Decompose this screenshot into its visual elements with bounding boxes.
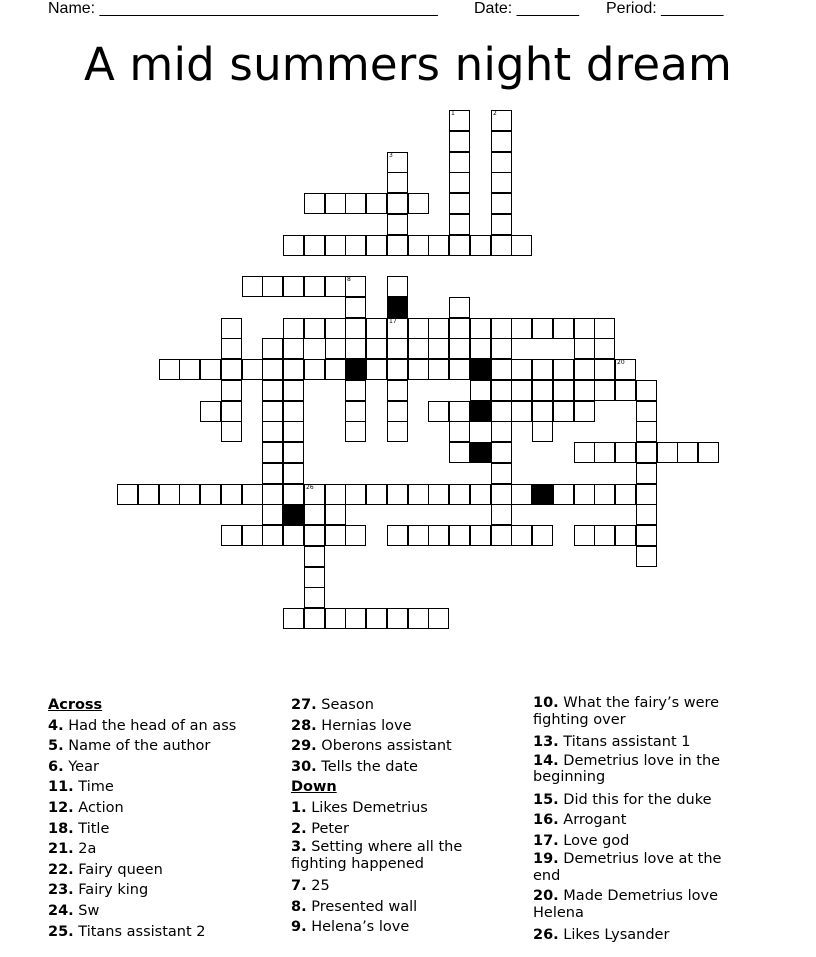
across-clue: 4. Had the head of an ass: [48, 717, 237, 734]
crossword-cell[interactable]: [283, 276, 304, 297]
crossword-cell[interactable]: [345, 484, 366, 505]
across-clue: 30. Tells the date: [291, 758, 418, 775]
across-clue: 28. Hernias love: [291, 717, 412, 734]
crossword-cell[interactable]: [428, 525, 449, 546]
crossword-cell[interactable]: [449, 297, 470, 318]
crossword-cell[interactable]: [387, 193, 408, 214]
crossword-cell[interactable]: [408, 525, 429, 546]
crossword-cell[interactable]: [698, 442, 719, 463]
crossword-cell[interactable]: [242, 484, 263, 505]
crossword-cell[interactable]: [449, 359, 470, 380]
crossword-cell[interactable]: [615, 484, 636, 505]
crossword-cell[interactable]: [200, 401, 221, 422]
crossword-cell[interactable]: [470, 525, 491, 546]
crossword-cell[interactable]: [532, 359, 553, 380]
crossword-cell[interactable]: [615, 380, 636, 401]
across-clue: 11. Time: [48, 779, 114, 796]
crossword-cell[interactable]: [283, 380, 304, 401]
crossword-cell[interactable]: [262, 484, 283, 505]
crossword-cell[interactable]: [387, 318, 408, 339]
crossword-cell[interactable]: [387, 235, 408, 256]
crossword-cell[interactable]: [449, 525, 470, 546]
crossword-cell[interactable]: [615, 359, 636, 380]
crossword-cell[interactable]: [511, 318, 532, 339]
crossword-cell[interactable]: [325, 504, 346, 525]
crossword-cell[interactable]: [449, 318, 470, 339]
crossword-cell[interactable]: [449, 235, 470, 256]
down-clue: 19. Demetrius love at the end: [533, 851, 722, 884]
across-clue: 27. Season: [291, 697, 374, 713]
crossword-cell[interactable]: [325, 484, 346, 505]
crossword-cell[interactable]: [449, 338, 470, 359]
clue-number: 2: [493, 110, 497, 117]
crossword-cell[interactable]: [304, 525, 325, 546]
name-field-label[interactable]: Name: ______________________________________: [48, 0, 438, 17]
crossword-cell[interactable]: [511, 525, 532, 546]
crossword-cell[interactable]: [283, 401, 304, 422]
crossword-cell[interactable]: [283, 338, 304, 359]
crossword-cell[interactable]: [387, 421, 408, 442]
crossword-cell[interactable]: [491, 172, 512, 193]
crossword-cell[interactable]: [345, 193, 366, 214]
crossword-cell[interactable]: [345, 276, 366, 297]
down-clue: 3. Setting where all the fighting happened: [291, 839, 463, 872]
crossword-cell[interactable]: [449, 172, 470, 193]
crossword-cell[interactable]: [262, 504, 283, 525]
crossword-cell[interactable]: [449, 401, 470, 422]
crossword-cell[interactable]: [470, 380, 491, 401]
across-clue: 25. Titans assistant 2: [48, 923, 206, 940]
crossword-cell[interactable]: [366, 484, 387, 505]
crossword-cell[interactable]: [428, 235, 449, 256]
crossword-cell[interactable]: [262, 442, 283, 463]
crossword-cell[interactable]: [491, 484, 512, 505]
crossword-cell[interactable]: [408, 608, 429, 629]
crossword-cell[interactable]: [345, 338, 366, 359]
crossword-cell[interactable]: [387, 525, 408, 546]
crossword-cell[interactable]: [304, 546, 325, 567]
crossword-cell[interactable]: [408, 359, 429, 380]
crossword-cell[interactable]: [428, 484, 449, 505]
crossword-cell[interactable]: [574, 359, 595, 380]
crossword-cell[interactable]: [387, 172, 408, 193]
puzzle-title: A mid summers night dream: [83, 38, 733, 91]
crossword-black-square: [345, 359, 366, 380]
crossword-cell[interactable]: [491, 131, 512, 152]
crossword-cell[interactable]: [221, 401, 242, 422]
crossword-cell[interactable]: [345, 380, 366, 401]
down-heading: Down: [291, 779, 337, 796]
crossword-cell[interactable]: [553, 359, 574, 380]
crossword-cell[interactable]: [594, 359, 615, 380]
crossword-cell[interactable]: [262, 359, 283, 380]
crossword-cell[interactable]: [159, 484, 180, 505]
crossword-cell[interactable]: [511, 380, 532, 401]
across-heading: Across: [48, 697, 103, 713]
crossword-cell[interactable]: [325, 338, 346, 359]
crossword-cell[interactable]: [553, 318, 574, 339]
down-clue: 9. Helena’s love: [291, 919, 410, 936]
crossword-cell[interactable]: [179, 359, 200, 380]
crossword-cell[interactable]: [283, 318, 304, 339]
crossword-cell[interactable]: [283, 608, 304, 629]
across-clue: 21. 2a: [48, 841, 97, 858]
crossword-cell[interactable]: [325, 608, 346, 629]
down-clue: 17. Love god: [533, 832, 630, 849]
crossword-cell[interactable]: [200, 484, 221, 505]
crossword-cell[interactable]: [283, 525, 304, 546]
across-clue: 23. Fairy king: [48, 882, 149, 899]
crossword-cell[interactable]: [532, 318, 553, 339]
crossword-cell[interactable]: [594, 442, 615, 463]
down-clue: 13. Titans assistant 1: [533, 734, 691, 750]
crossword-cell[interactable]: [574, 484, 595, 505]
crossword-cell[interactable]: [366, 338, 387, 359]
crossword-cell[interactable]: [325, 318, 346, 339]
across-clue: 6. Year: [48, 758, 99, 775]
crossword-cell[interactable]: [387, 276, 408, 297]
crossword-cell[interactable]: [636, 421, 657, 442]
down-clue: 8. Presented wall: [291, 898, 418, 915]
crossword-cell[interactable]: [138, 484, 159, 505]
crossword-cell[interactable]: [345, 421, 366, 442]
crossword-cell[interactable]: [449, 214, 470, 235]
across-clue: 12. Action: [48, 799, 124, 816]
crossword-cell[interactable]: [387, 338, 408, 359]
crossword-cell[interactable]: [594, 380, 615, 401]
crossword-cell[interactable]: [615, 442, 636, 463]
crossword-cell[interactable]: [304, 359, 325, 380]
crossword-cell[interactable]: [387, 380, 408, 401]
crossword-cell[interactable]: [491, 318, 512, 339]
down-clue: 10. What the fairy’s were fighting over: [533, 695, 720, 728]
crossword-cell[interactable]: [615, 525, 636, 546]
crossword-cell[interactable]: [366, 318, 387, 339]
crossword-black-square: [470, 401, 491, 422]
crossword-black-square: [470, 442, 491, 463]
crossword-cell[interactable]: [511, 401, 532, 422]
crossword-cell[interactable]: [200, 359, 221, 380]
crossword-cell[interactable]: [428, 608, 449, 629]
across-clue: 18. Title: [48, 820, 110, 837]
clue-number: 17: [389, 318, 397, 325]
crossword-cell[interactable]: [345, 235, 366, 256]
crossword-cell[interactable]: [117, 484, 138, 505]
crossword-cell[interactable]: [491, 359, 512, 380]
crossword-cell[interactable]: [470, 235, 491, 256]
crossword-cell[interactable]: [491, 401, 512, 422]
crossword-cell[interactable]: [387, 152, 408, 173]
crossword-cell[interactable]: [491, 504, 512, 525]
crossword-cell[interactable]: [304, 608, 325, 629]
crossword-cell[interactable]: [221, 338, 242, 359]
down-clue: 7. 25: [291, 878, 330, 895]
clues-column-2: [291, 695, 491, 938]
crossword-cell[interactable]: [511, 484, 532, 505]
crossword-cell[interactable]: [387, 359, 408, 380]
crossword-cell[interactable]: [636, 504, 657, 525]
crossword-cell[interactable]: [159, 359, 180, 380]
crossword-cell[interactable]: [574, 318, 595, 339]
crossword-cell[interactable]: [221, 484, 242, 505]
crossword-cell[interactable]: [366, 235, 387, 256]
clues-column-1: [48, 695, 278, 942]
crossword-cell[interactable]: [242, 276, 263, 297]
crossword-cell[interactable]: [491, 110, 512, 131]
crossword-cell[interactable]: [491, 442, 512, 463]
crossword-cell[interactable]: [428, 338, 449, 359]
crossword-cell[interactable]: [636, 484, 657, 505]
crossword-cell[interactable]: [283, 235, 304, 256]
crossword-cell[interactable]: [345, 401, 366, 422]
crossword-cell[interactable]: [262, 421, 283, 442]
crossword-cell[interactable]: [262, 276, 283, 297]
crossword-cell[interactable]: [387, 401, 408, 422]
crossword-cell[interactable]: [325, 525, 346, 546]
crossword-cell[interactable]: [449, 484, 470, 505]
crossword-cell[interactable]: [449, 110, 470, 131]
down-clue: 20. Made Demetrius love Helena: [533, 888, 718, 921]
crossword-cell[interactable]: [304, 318, 325, 339]
crossword-cell[interactable]: [345, 318, 366, 339]
crossword-cell[interactable]: [470, 318, 491, 339]
crossword-cell[interactable]: [553, 484, 574, 505]
crossword-black-square: [283, 504, 304, 525]
crossword-cell[interactable]: [574, 525, 595, 546]
clue-number: 1: [451, 110, 455, 117]
clues-column-3: [533, 695, 753, 946]
crossword-cell[interactable]: [283, 359, 304, 380]
crossword-cell[interactable]: [408, 484, 429, 505]
across-clue: 29. Oberons assistant: [291, 738, 452, 755]
crossword-cell[interactable]: [449, 193, 470, 214]
crossword-cell[interactable]: [262, 338, 283, 359]
crossword-cell[interactable]: [408, 318, 429, 339]
crossword-cell[interactable]: [221, 318, 242, 339]
clue-number: 20: [617, 359, 625, 366]
crossword-cell[interactable]: [449, 131, 470, 152]
clue-number: 26: [306, 484, 314, 491]
crossword-cell[interactable]: [491, 235, 512, 256]
down-clue: 14. Demetrius love in the beginning: [533, 752, 721, 786]
crossword-cell[interactable]: [242, 359, 263, 380]
crossword-cell[interactable]: [532, 380, 553, 401]
crossword-cell[interactable]: [449, 421, 470, 442]
down-clue: 26. Likes Lysander: [533, 927, 670, 944]
crossword-cell[interactable]: [304, 484, 325, 505]
crossword-cell[interactable]: [532, 401, 553, 422]
across-clue: 24. Sw: [48, 902, 100, 919]
crossword-cell[interactable]: [470, 484, 491, 505]
crossword-cell[interactable]: [491, 463, 512, 484]
crossword-cell[interactable]: [491, 380, 512, 401]
crossword-cell[interactable]: [304, 235, 325, 256]
crossword-cell[interactable]: [221, 525, 242, 546]
crossword-cell[interactable]: [304, 504, 325, 525]
crossword-cell[interactable]: [408, 193, 429, 214]
crossword-cell[interactable]: [677, 442, 698, 463]
crossword-cell[interactable]: [221, 421, 242, 442]
crossword-cell[interactable]: [366, 359, 387, 380]
crossword-cell[interactable]: [366, 193, 387, 214]
crossword-cell[interactable]: [179, 484, 200, 505]
crossword-cell[interactable]: [428, 359, 449, 380]
date-field-label[interactable]: Date: _______: [474, 0, 579, 17]
crossword-cell[interactable]: [242, 525, 263, 546]
down-clue: 15. Did this for the duke: [533, 791, 712, 808]
crossword-cell[interactable]: [511, 235, 532, 256]
crossword-cell[interactable]: [511, 359, 532, 380]
crossword-cell[interactable]: [387, 608, 408, 629]
across-clue: 5. Name of the author: [48, 738, 211, 755]
crossword-cell[interactable]: [345, 608, 366, 629]
period-field-label[interactable]: Period: _______: [606, 0, 724, 17]
crossword-cell[interactable]: [283, 421, 304, 442]
crossword-cell[interactable]: [262, 463, 283, 484]
crossword-cell[interactable]: [304, 276, 325, 297]
crossword-cell[interactable]: [491, 193, 512, 214]
crossword-cell[interactable]: [221, 359, 242, 380]
crossword-cell[interactable]: [491, 152, 512, 173]
crossword-cell[interactable]: [304, 193, 325, 214]
crossword-cell[interactable]: [325, 193, 346, 214]
crossword-cell[interactable]: [532, 525, 553, 546]
crossword-cell[interactable]: [325, 359, 346, 380]
across-clue: 22. Fairy queen: [48, 861, 163, 878]
crossword-cell[interactable]: [283, 484, 304, 505]
crossword-cell[interactable]: [387, 484, 408, 505]
crossword-black-square: [387, 297, 408, 318]
crossword-cell[interactable]: [594, 484, 615, 505]
crossword-cell[interactable]: [408, 235, 429, 256]
crossword-cell[interactable]: [636, 546, 657, 567]
crossword-cell[interactable]: [449, 152, 470, 173]
crossword-cell[interactable]: [325, 235, 346, 256]
crossword-cell[interactable]: [387, 214, 408, 235]
crossword-cell[interactable]: [304, 587, 325, 608]
crossword-cell[interactable]: [325, 276, 346, 297]
clue-number: 8: [347, 276, 351, 283]
crossword-cell[interactable]: [491, 525, 512, 546]
clue-number: 3: [389, 152, 393, 159]
crossword-cell[interactable]: [657, 442, 678, 463]
crossword-cell[interactable]: [449, 442, 470, 463]
crossword-cell[interactable]: [428, 401, 449, 422]
crossword-cell[interactable]: [636, 401, 657, 422]
crossword-black-square: [532, 484, 553, 505]
crossword-cell[interactable]: [283, 442, 304, 463]
crossword-cell[interactable]: [262, 401, 283, 422]
crossword-cell[interactable]: [491, 214, 512, 235]
crossword-cell[interactable]: [553, 380, 574, 401]
down-clue: 16. Arrogant: [533, 812, 627, 829]
crossword-cell[interactable]: [304, 567, 325, 588]
crossword-cell[interactable]: [636, 463, 657, 484]
crossword-cell[interactable]: [345, 297, 366, 318]
crossword-cell[interactable]: [636, 525, 657, 546]
crossword-cell[interactable]: [594, 338, 615, 359]
crossword-cell[interactable]: [262, 380, 283, 401]
crossword-cell[interactable]: [636, 380, 657, 401]
down-clue: 1. Likes Demetrius: [291, 799, 428, 816]
crossword-cell[interactable]: [574, 401, 595, 422]
crossword-cell[interactable]: [262, 525, 283, 546]
crossword-cell[interactable]: [594, 525, 615, 546]
crossword-cell[interactable]: [636, 442, 657, 463]
crossword-cell[interactable]: [470, 338, 491, 359]
crossword-cell[interactable]: [574, 338, 595, 359]
crossword-cell[interactable]: [283, 463, 304, 484]
crossword-cell[interactable]: [345, 525, 366, 546]
crossword-black-square: [470, 359, 491, 380]
crossword-cell[interactable]: [366, 608, 387, 629]
crossword-cell[interactable]: [491, 338, 512, 359]
crossword-cell[interactable]: [594, 318, 615, 339]
crossword-cell[interactable]: [221, 380, 242, 401]
down-clue: 2. Peter: [291, 820, 349, 837]
crossword-cell[interactable]: [491, 421, 512, 442]
crossword-cell[interactable]: [574, 380, 595, 401]
crossword-cell[interactable]: [553, 401, 574, 422]
crossword-cell[interactable]: [574, 442, 595, 463]
crossword-cell[interactable]: [428, 318, 449, 339]
crossword-cell[interactable]: [408, 338, 429, 359]
crossword-cell[interactable]: [532, 421, 553, 442]
